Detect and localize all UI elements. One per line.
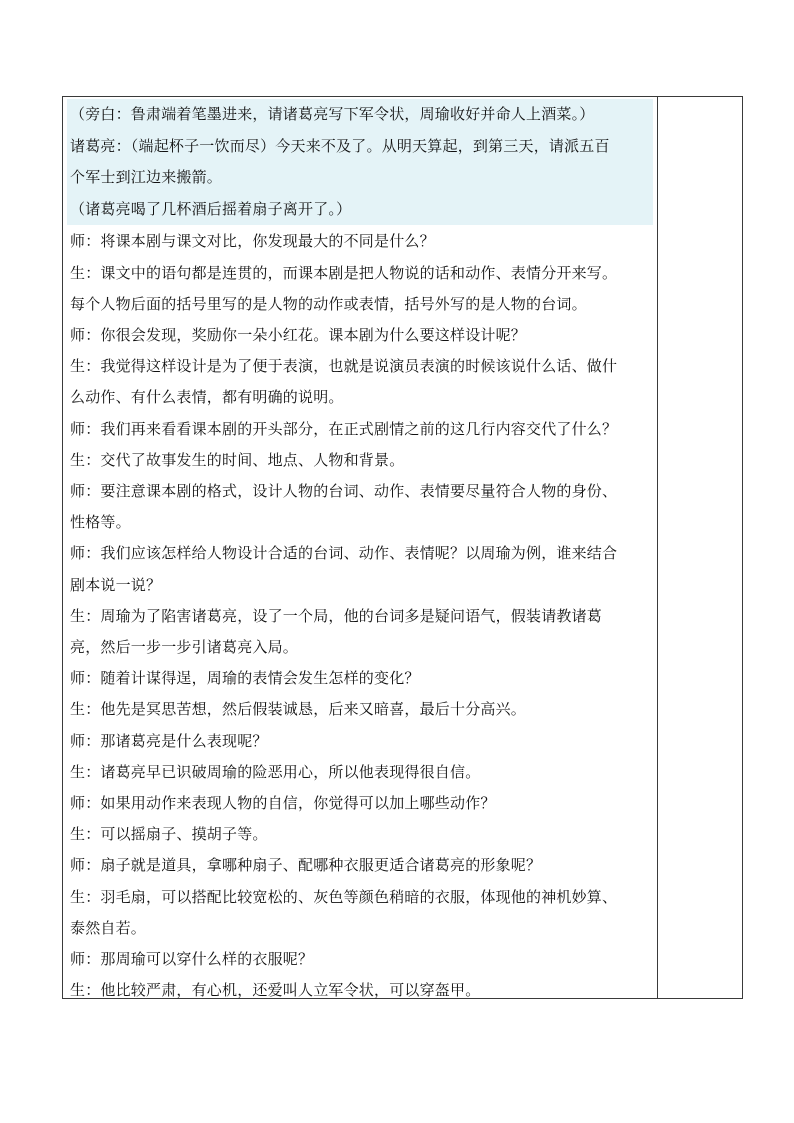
dialogue-line: 师：扇子就是道具，拿哪种扇子、配哪种衣服更适合诸葛亮的形象呢？	[70, 856, 542, 875]
dialogue-line: 生：可以摇扇子、摸胡子等。	[70, 825, 268, 844]
dialogue-line: 生：他比较严肃，有心机，还爱叫人立军令状，可以穿盔甲。	[70, 981, 481, 1000]
dialogue-line: 师：随着计谋得逞，周瑜的表情会发生怎样的变化？	[70, 669, 420, 688]
dialogue-line: 性格等。	[70, 513, 131, 532]
dialogue-line: 生：他先是冥思苦想，然后假装诚恳，后来又暗喜，最后十分高兴。	[70, 700, 527, 719]
dialogue-line: 师：将课本剧与课文对比，你发现最大的不同是什么？	[70, 232, 435, 251]
dialogue-line: 师：那诸葛亮是什么表现呢？	[70, 731, 268, 750]
script-line: 诸葛亮：（端起杯子一饮而尽）今天来不及了。从明天算起，到第三天，请派五百	[70, 136, 610, 155]
dialogue-line: 每个人物后面的括号里写的是人物的动作或表情，括号外写的是人物的台词。	[70, 294, 587, 313]
dialogue-line: 师：如果用动作来表现人物的自信，你觉得可以加上哪些动作？	[70, 794, 496, 813]
dialogue-line: 师：我们应该怎样给人物设计合适的台词、动作、表情呢？以周瑜为例，谁来结合	[70, 544, 618, 563]
dialogue-line: 生：诸葛亮早已识破周瑜的险恶用心，所以他表现得很自信。	[70, 762, 481, 781]
content-cell	[67, 99, 653, 1006]
dialogue-line: 亮，然后一步一步引诸葛亮入局。	[70, 638, 299, 657]
dialogue-line: 生：课文中的语句都是连贯的，而课本剧是把人物说的话和动作、表情分开来写。	[70, 263, 618, 282]
dialogue-line: 师：我们再来看看课本剧的开头部分，在正式剧情之前的这几行内容交代了什么？	[70, 419, 618, 438]
dialogue-line: 泰然自若。	[70, 918, 147, 937]
dialogue-line: 么动作、有什么表情，都有明确的说明。	[70, 388, 344, 407]
dialogue-line: 生：羽毛扇，可以搭配比较宽松的、灰色等颜色稍暗的衣服，体现他的神机妙算、	[70, 887, 618, 906]
script-line: 个军士到江边来搬箭。	[70, 168, 223, 187]
dialogue-line: 生：我觉得这样设计是为了便于表演，也就是说演员表演的时候该说什么话、做什	[70, 357, 618, 376]
dialogue-line: 生：交代了故事发生的时间、地点、人物和背景。	[70, 450, 405, 469]
dialogue-line: 生：周瑜为了陷害诸葛亮，设了一个局，他的台词多是疑问语气，假装请教诸葛	[70, 606, 603, 625]
script-excerpt-block	[67, 99, 653, 225]
dialogue-line: 师：那周瑜可以穿什么样的衣服呢？	[70, 950, 314, 969]
script-line: （旁白：鲁肃端着笔墨进来，请诸葛亮写下军令状，周瑜收好并命人上酒菜。）	[70, 105, 595, 123]
script-line: （诸葛亮喝了几杯酒后摇着扇子离开了。）	[70, 199, 352, 218]
lesson-plan-table	[62, 96, 743, 999]
dialogue-line: 师：要注意课本剧的格式，设计人物的台词、动作、表情要尽量符合人物的身份、	[70, 482, 618, 500]
dialogue-line: 剧本说一说？	[70, 575, 162, 594]
notes-cell	[658, 97, 742, 998]
dialogue-line: 师：你很会发现，奖励你一朵小红花。课本剧为什么要这样设计呢？	[70, 325, 527, 344]
classroom-dialogue	[67, 226, 653, 1006]
